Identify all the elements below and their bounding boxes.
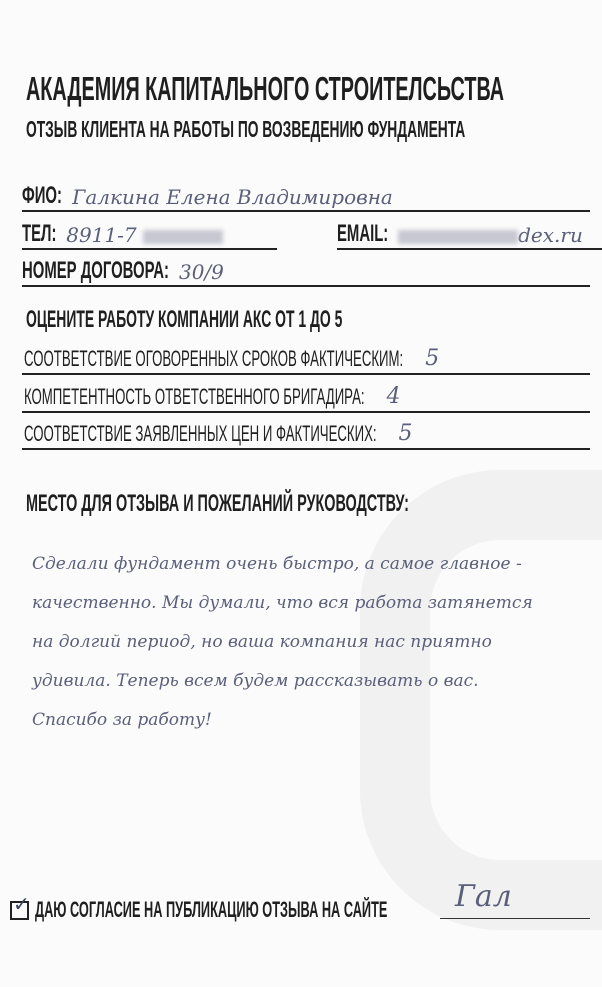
rating-row[interactable] xyxy=(22,341,590,375)
feedback-line: качественно. Мы думали, что вся работа затянется xyxy=(32,593,533,613)
redacted-phone xyxy=(143,230,223,244)
email-field[interactable] xyxy=(337,216,602,250)
redacted-email xyxy=(398,230,518,244)
email-value: dex.ru xyxy=(518,223,583,247)
contract-value: 30/9 xyxy=(178,260,224,284)
rating-heading: ОЦЕНИТЕ РАБОТУ КОМПАНИИ АКС ОТ 1 ДО 5 xyxy=(26,306,343,333)
feedback-line: на долгий период, но ваша компания нас приятно xyxy=(32,632,492,652)
phone-label: ТЕЛ: xyxy=(22,220,57,247)
signature: Гал xyxy=(455,879,512,914)
document-title: АКАДЕМИЯ КАПИТАЛЬНОГО СТРОИТЕЛСЬСТВА xyxy=(26,70,505,107)
consent-checkbox[interactable] xyxy=(10,893,30,920)
consent-label: ДАЮ СОГЛАСИЕ НА ПУБЛИКАЦИЮ ОТЗЫВА НА САЙТЕ xyxy=(35,897,388,922)
contract-label: НОМЕР ДОГОВОРА: xyxy=(22,257,169,284)
rating-score: 4 xyxy=(386,384,401,409)
rating-label: СООТВЕТСТВИЕ ОГОВОРЕННЫХ СРОКОВ ФАКТИЧЕСКИМ: xyxy=(24,346,404,371)
email-label: EMAIL: xyxy=(337,220,389,247)
fio-value: Галкина Елена Владимировна xyxy=(72,185,393,209)
contract-field[interactable] xyxy=(22,253,590,287)
rating-score: 5 xyxy=(398,421,413,446)
rating-label: СООТВЕТСТВИЕ ЗАЯВЛЕННЫХ ЦЕН И ФАКТИЧЕСКИХ: xyxy=(24,421,377,446)
feedback-line: Спасибо за работу! xyxy=(32,710,212,730)
fio-label: ФИО: xyxy=(22,182,62,209)
feedback-heading: МЕСТО ДЛЯ ОТЗЫВА И ПОЖЕЛАНИЙ РУКОВОДСТВУ: xyxy=(26,490,409,517)
rating-row[interactable] xyxy=(22,379,590,413)
feedback-line: удивила. Теперь всем будем рассказывать о вас. xyxy=(32,671,479,691)
document-subtitle: ОТЗЫВ КЛИЕНТА НА РАБОТЫ ПО ВОЗВЕДЕНИЮ ФУНДАМЕНТА xyxy=(26,116,466,142)
checkmark-icon: ✓ xyxy=(13,893,30,916)
fio-field[interactable] xyxy=(22,178,590,212)
signature-line xyxy=(440,918,590,919)
phone-value: 8911-7 xyxy=(66,223,137,247)
rating-score: 5 xyxy=(425,346,440,371)
rating-row[interactable] xyxy=(22,416,590,450)
consent-row[interactable] xyxy=(10,893,388,923)
feedback-text[interactable] xyxy=(32,545,602,740)
rating-label: КОМПЕТЕНТНОСТЬ ОТВЕТСТВЕННОГО БРИГАДИРА: xyxy=(24,384,365,409)
phone-field[interactable] xyxy=(22,216,277,250)
feedback-line: Сделали фундамент очень быстро, а самое главное - xyxy=(32,554,522,574)
